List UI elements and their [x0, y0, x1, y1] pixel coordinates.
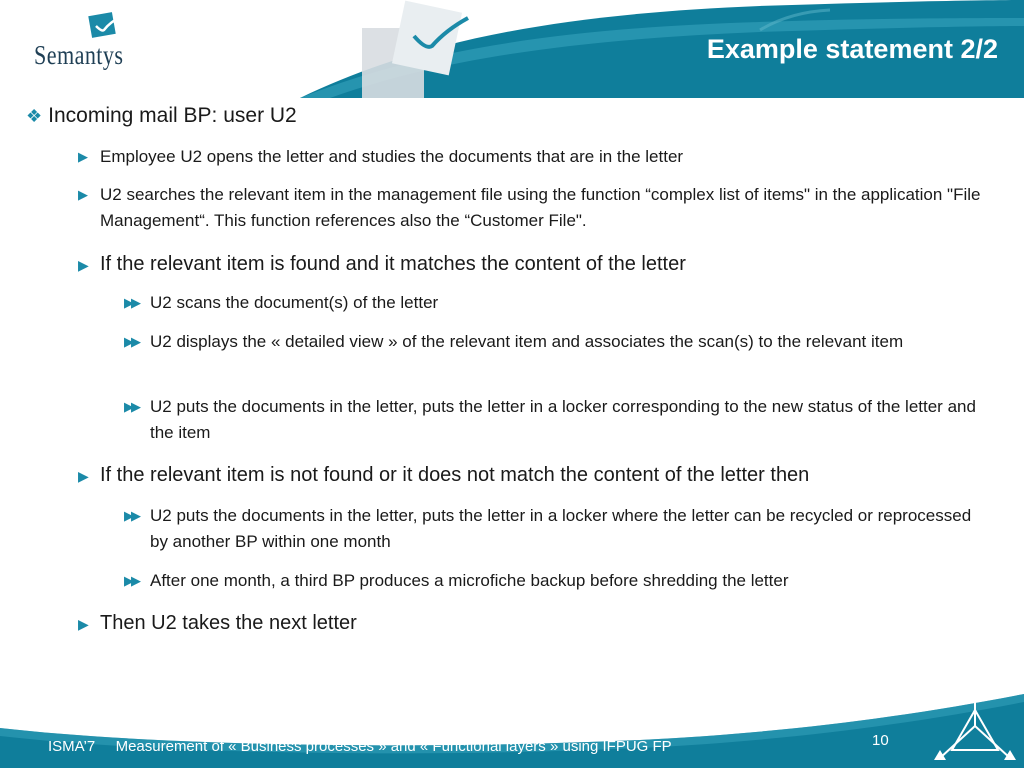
double-arrow-bullet-icon: ▶▶ — [124, 508, 138, 523]
bullet-text: If the relevant item is found and it matches the content of the letter — [100, 253, 686, 275]
diamond-bullet-icon: ❖ — [26, 106, 43, 126]
main-bullet — [26, 104, 297, 128]
footer-text — [48, 738, 672, 755]
slide-title: Example statement 2/2 — [706, 34, 998, 64]
sub-bullet-text: U2 puts the documents in the letter, puts the letter in a locker corresponding to the new status of the letter and the item — [150, 397, 976, 442]
sub-bullet-text: After one month, a third BP produces a microfiche backup before shredding the letter — [150, 571, 789, 590]
bullet-text: If the relevant item is not found or it does not match the content of the letter then — [100, 464, 810, 486]
triangle-logo-icon — [930, 680, 1020, 768]
main-bullet-text: Incoming mail BP: user U2 — [48, 104, 297, 127]
checkmark-logo-icon — [86, 12, 126, 42]
arrow-bullet-icon: ▶ — [78, 468, 89, 484]
double-arrow-bullet-icon: ▶▶ — [124, 295, 138, 310]
sub-bullet-item — [124, 568, 980, 594]
sub-bullet-item — [124, 290, 980, 316]
sub-bullet-text: U2 puts the documents in the letter, puts the letter in a locker where the letter can be recycled or reprocessed by another BP within one month — [150, 506, 972, 551]
bullet-text: Employee U2 opens the letter and studies the documents that are in the letter — [100, 147, 684, 166]
sub-bullet-item — [124, 503, 980, 555]
footer-subtitle: Measurement of « Business processes » and « Functional layers » using IFPUG FP — [115, 738, 672, 755]
arrow-bullet-icon: ▶ — [78, 257, 89, 273]
double-arrow-bullet-icon: ▶▶ — [124, 573, 138, 588]
bullet-item — [78, 251, 1000, 277]
sub-bullet-text: U2 displays the « detailed view » of the relevant item and associates the scan(s) to the relevant item — [150, 332, 904, 351]
sub-bullet-item — [124, 394, 980, 446]
footer-band — [0, 688, 1024, 768]
bullet-item — [78, 182, 1000, 234]
bullet-item — [78, 462, 1000, 488]
bullet-text: U2 searches the relevant item in the management file using the function “complex list of items" in the application "File Management“. This function references also the “Customer File". — [100, 185, 981, 230]
semantys-logo — [28, 12, 123, 82]
bullet-item — [78, 144, 1000, 170]
logo-text: Semantys — [34, 40, 124, 70]
arrow-bullet-icon: ▶ — [78, 616, 89, 632]
page-number: 10 — [872, 732, 889, 749]
sub-bullet-item — [124, 329, 980, 355]
arrow-bullet-icon: ▶ — [78, 187, 88, 202]
sub-bullet-text: U2 scans the document(s) of the letter — [150, 293, 439, 312]
double-arrow-bullet-icon: ▶▶ — [124, 399, 138, 414]
double-arrow-bullet-icon: ▶▶ — [124, 334, 138, 349]
footer-event: ISMA’7 — [48, 738, 96, 755]
bullet-text: Then U2 takes the next letter — [100, 612, 357, 634]
arrow-bullet-icon: ▶ — [78, 149, 88, 164]
bullet-item — [78, 610, 1000, 636]
